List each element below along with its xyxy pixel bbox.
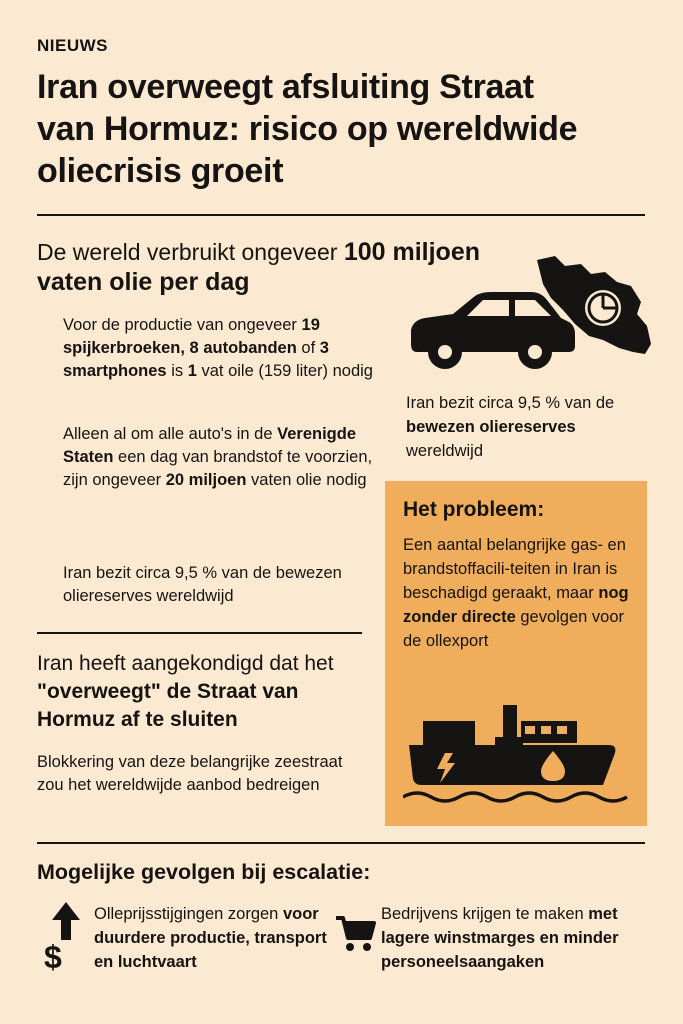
- fact-text: vat oile (159 liter) nodig: [196, 362, 373, 380]
- side-note-reserves: [406, 391, 656, 463]
- side-note-text: Iran bezit circa 9,5 % van de: [406, 394, 615, 412]
- problem-box: [385, 481, 647, 826]
- fact-iran-reserves: Iran bezit circa 9,5 % van de bewezen oliereserves wereldwijd: [63, 564, 342, 605]
- hero-text: De wereld verbruikt ongeveer: [37, 239, 344, 265]
- consequence-bold: met lagere winstmarges en minder personeelsaangaken: [381, 905, 619, 971]
- car-and-map-illustration: [405, 252, 657, 382]
- headline: [37, 66, 657, 192]
- fact-bold: 20 miljoen: [165, 471, 247, 489]
- consequences-title: Mogelijke gevolgen bij escalatie:: [37, 860, 371, 884]
- section-divider: [37, 632, 362, 634]
- headline-divider: [37, 214, 645, 216]
- pie-chart-icon: [585, 290, 621, 326]
- consequence-bold: voor duurdere productie, transport en luchtvaart: [94, 905, 327, 971]
- fact-bold: Verenigde Staten: [63, 425, 356, 466]
- problem-body: Een aantal belangrijke gas- en brandstoffacili-teiten in Iran is beschadigd geraakt, maar: [403, 536, 626, 602]
- fact-bold: 1: [187, 362, 197, 380]
- fact-text: vaten olie nodig: [246, 471, 367, 489]
- dollar-rising-icon: [40, 900, 86, 972]
- fact-text: een dag van brandstof te voorzien, zijn ongeveer: [63, 448, 373, 489]
- announcement-heading: [37, 650, 367, 734]
- oil-tanker-icon: [403, 699, 629, 811]
- problem-body: gevolgen voor de ollexport: [403, 608, 625, 650]
- fact-products: [63, 314, 383, 383]
- headline-line-2: van Hormuz: risico op wereldwide: [37, 110, 578, 148]
- side-note-bold: bewezen oliereserves: [406, 418, 576, 436]
- announcement-text: Iran heeft aangekondigd dat het: [37, 652, 334, 675]
- announcement-bold: "overweegt" de Straat van Hormuz af te sluiten: [37, 680, 299, 731]
- fact-text: Voor de productie van ongeveer: [63, 316, 302, 334]
- consequence-companies: [381, 902, 661, 974]
- shopping-cart-icon: [334, 914, 376, 954]
- fact-bold: 19 spijkerbroeken, 8 autobanden: [63, 316, 320, 357]
- side-note-text: wereldwijd: [406, 442, 484, 460]
- kicker-label: NIEUWS: [37, 36, 108, 55]
- svg-text:$: $: [44, 939, 62, 972]
- fact-bold: 3 smartphones: [63, 339, 329, 380]
- hero-bold: 100 miljoen vaten olie per dag: [37, 238, 480, 296]
- consequence-prices: [94, 902, 334, 974]
- car-icon: [411, 292, 575, 369]
- headline-line-3: oliecrisis groeit: [37, 152, 284, 190]
- problem-title: Het probleem:: [403, 498, 545, 521]
- fact-usa-cars: [63, 423, 383, 492]
- announcement-body: Blokkering van deze belangrijke zeestraat zou het wereldwijde aanbod bedreigen: [37, 753, 343, 794]
- problem-bold: nog zonder directe: [403, 584, 629, 626]
- fact-text: is: [166, 362, 188, 380]
- fact-text: of: [296, 339, 320, 357]
- consequences-divider: [37, 842, 645, 844]
- headline-line-1: Iran overweegt afsluiting Straat: [37, 68, 534, 106]
- problem-text: [403, 533, 643, 653]
- consequence-text: Olleprijsstijgingen zorgen: [94, 905, 283, 923]
- fact-text: Alleen al om alle auto's in de: [63, 425, 278, 443]
- consequence-text: Bedrijvens krijgen te maken: [381, 905, 589, 923]
